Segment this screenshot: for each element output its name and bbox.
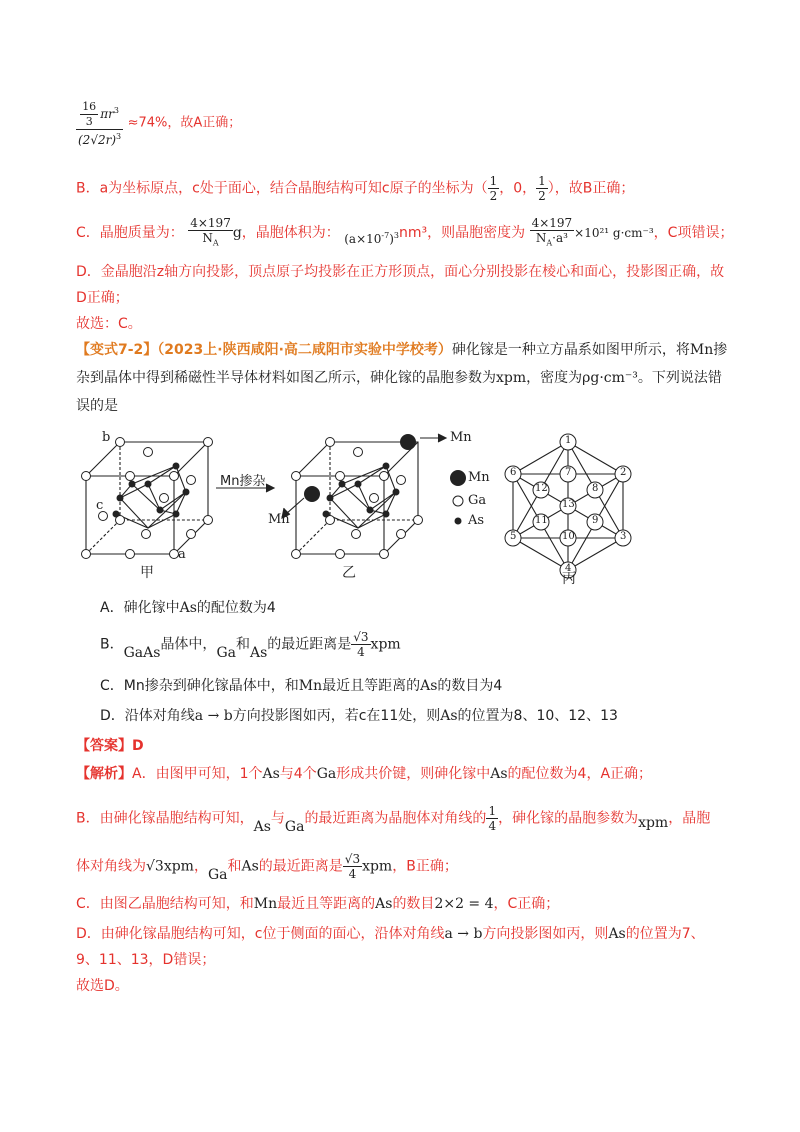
question-tag: 【变式7-2】 — [76, 342, 158, 358]
analysis-c-mid2: 的数目 — [392, 896, 435, 912]
question-source: （2023上·陕西咸阳·高二咸阳市实验中学校考） — [157, 342, 452, 358]
option-b-mid: 晶体中， — [160, 636, 217, 653]
option-c-mid: 最近且等距离的 — [322, 678, 421, 694]
analysis-b-1 — [76, 804, 710, 833]
hex-num: 5 — [510, 531, 517, 542]
hex-num: 8 — [592, 483, 599, 494]
density-den: N — [535, 231, 547, 245]
analysis-c-mid: 最近且等距离的 — [277, 896, 376, 912]
arrow-label: Mn掺杂 — [220, 474, 266, 489]
option-d-mid: 方向投影图如丙，若c在11处，则 — [232, 708, 441, 724]
analysis-b-ga: Ga — [284, 818, 305, 835]
analysis-a-as: As — [262, 766, 280, 782]
formula-num-a: 16 — [82, 100, 97, 113]
question-xpm: xpm — [496, 370, 527, 386]
caption-yi: 乙 — [342, 565, 356, 581]
vol-unit: nm³ — [399, 225, 428, 242]
analysis-b2-ga: Ga — [207, 866, 228, 883]
analysis-b-frac-den: 4 — [488, 819, 497, 833]
option-a — [100, 598, 276, 618]
analysis-b2-he: 和 — [227, 858, 242, 875]
question-mn: Mn — [689, 342, 714, 358]
analysis-d-mid: 方向投影图如丙，则 — [482, 926, 609, 942]
analysis-b2-end: ，B正确； — [392, 858, 458, 875]
hex-num: 12 — [535, 483, 548, 494]
label-c: c — [96, 498, 104, 513]
line-d-2: D正确； — [76, 290, 129, 306]
option-b-frac-num: √3 — [353, 630, 369, 644]
option-b-gaas: GaAs — [123, 644, 161, 661]
hex-num: 1 — [565, 435, 572, 446]
analysis-c-eq: 2×2 = 4 — [434, 896, 494, 912]
option-d-text: D．沿体对角线 — [100, 708, 195, 724]
option-c-end: 的数目为4 — [437, 678, 503, 694]
analysis-b-frac-num: 1 — [488, 804, 497, 818]
line-b-text: B．a为坐标原点，c处于面心，结合晶胞结构可知c原子的坐标为（ — [76, 180, 488, 197]
analysis-b2-as: As — [241, 858, 259, 875]
hex-num: 10 — [562, 531, 575, 542]
option-a-as: As — [179, 600, 197, 616]
mass-unit: g — [232, 225, 242, 242]
analysis-a-as2: As — [490, 766, 508, 782]
option-b-ga: Ga — [216, 644, 236, 661]
option-b-he: 和 — [235, 636, 250, 653]
analysis-a-ga: Ga — [316, 766, 337, 782]
option-c-as: As — [420, 678, 438, 694]
analysis-c-end: ，C正确； — [493, 896, 560, 912]
line-b-end: ），故B正确； — [547, 180, 635, 197]
hex-num: 9 — [592, 515, 599, 526]
answer-line — [76, 736, 144, 756]
density-den-sub: A — [546, 238, 553, 248]
answer-tag: 【答案】 — [76, 738, 132, 754]
hex-num: 6 — [510, 467, 517, 478]
line-d-1: D．金晶胞沿z轴方向投影，顶点原子均投影在正方形顶点，面心分别投影在棱心和面心，投影图正确，故 — [76, 264, 725, 280]
question-line-3: 误的是 — [76, 398, 118, 414]
answer-value: D — [132, 738, 144, 754]
analysis-d-2: 9、11、13，D错误； — [76, 952, 216, 968]
analysis-b2-val: √3xpm — [146, 858, 194, 875]
analysis-b2-mid: 的最近距离是 — [258, 858, 343, 875]
option-a-end: 的配位数为4 — [196, 600, 276, 616]
analysis-b-xpm: xpm — [638, 814, 669, 831]
option-c — [100, 676, 502, 696]
mass-den-sub: A — [212, 238, 219, 248]
label-b: b — [102, 430, 111, 445]
question-text-1b: 掺 — [713, 342, 728, 358]
formula-den: (2√2r) — [78, 133, 117, 147]
option-d-end: 的位置为8、10、12、13 — [457, 708, 618, 724]
analysis-a — [76, 764, 652, 784]
mn-label-2: Mn — [268, 512, 290, 527]
analysis-a-text: A．由图甲可知，1个 — [132, 766, 263, 782]
analysis-d-1 — [76, 924, 705, 944]
option-b-as: As — [249, 644, 268, 661]
analysis-choose: 故选D。 — [76, 978, 129, 994]
analysis-c — [76, 894, 559, 914]
analysis-a-end: 的配位数为4，A正确； — [507, 766, 653, 782]
option-b-text: B． — [100, 636, 124, 653]
line-choose: 故选：C。 — [76, 316, 142, 332]
mass-num: 4×197 — [190, 216, 231, 230]
option-a-text: A．砷化镓中 — [100, 600, 180, 616]
legend-as: As — [468, 513, 485, 528]
analysis-b2-xpm: xpm — [362, 858, 393, 875]
analysis-d-end: 的位置为7、 — [625, 926, 705, 942]
analysis-c-as: As — [375, 896, 393, 912]
mass-den: N — [202, 231, 213, 245]
option-d-ab: a → b — [194, 708, 233, 724]
question-text-2c: 。下列说法错 — [637, 370, 722, 386]
option-b — [100, 630, 401, 659]
analysis-b2-frac-num: √3 — [344, 852, 361, 866]
analysis-b-as: As — [253, 818, 271, 835]
formula-suffix: ≈74%，故A正确； — [127, 115, 242, 131]
analysis-a-mid2: 形成共价键，则砷化镓中 — [336, 766, 491, 782]
analysis-b-mid: 的最近距离为晶胞体对角线的 — [304, 810, 487, 827]
question-text-2b: ，密度为 — [526, 370, 583, 386]
line-c-pre: C．晶胞质量为： — [76, 225, 184, 242]
question-text-2: 杂到晶体中得到稀磁性半导体材料如图乙所示，砷化镓的晶胞参数为 — [76, 370, 496, 386]
option-c-mn: Mn — [298, 678, 323, 694]
formula-num-b: 3 — [85, 115, 93, 128]
option-b-frac-den: 4 — [357, 645, 365, 659]
analysis-b-mid2: ，砷化镓的晶胞参数为 — [498, 810, 639, 827]
label-a: a — [178, 547, 186, 562]
line-c-mid: ，晶胞体积为： — [241, 225, 340, 242]
caption-jia: 甲 — [140, 565, 154, 581]
analysis-b-yu: 与 — [270, 810, 285, 827]
vol-exp1: -7 — [381, 231, 390, 241]
option-b-end: xpm — [370, 636, 401, 653]
analysis-b2-text: 体对角线为 — [76, 858, 146, 875]
analysis-d-as: As — [608, 926, 626, 942]
caption-bing: 丙 — [562, 571, 576, 587]
analysis-b2-comma: ， — [193, 858, 208, 875]
question-rho: ρg·cm⁻³ — [582, 370, 638, 386]
hex-num: 3 — [620, 531, 627, 542]
line-b: B．a为坐标原点，c处于面心，结合晶胞结构可知c原子的坐标为（ $\frac{1}{2}$ ，0， $\frac{1}{2}$ ），故B正确； — [76, 174, 635, 203]
density-tail: ×10²¹ g·cm⁻³ — [574, 226, 654, 241]
option-d-as: As — [440, 708, 458, 724]
option-b-mid2: 的最近距离是 — [267, 636, 352, 653]
hex-num: 13 — [562, 499, 575, 510]
formula-num-c: πr — [100, 107, 114, 121]
analysis-a-mid: 与4个 — [279, 766, 317, 782]
density-den-tail: ·a³ — [552, 231, 568, 245]
formula-den-exp: 3 — [116, 132, 122, 141]
question-text-1: 砷化镓是一种立方晶系如图甲所示，将 — [451, 342, 690, 358]
option-c-text: C．Mn掺杂到砷化镓晶体中，和 — [100, 678, 299, 694]
hex-num: 11 — [535, 515, 548, 526]
formula-num-exp: 3 — [113, 106, 119, 115]
analysis-c-mn: Mn — [253, 896, 278, 912]
vol-exp2: 3 — [393, 231, 399, 241]
legend-ga: Ga — [468, 493, 487, 508]
hex-num: 7 — [565, 467, 572, 478]
line-b-mid: ，0， — [499, 180, 537, 197]
analysis-b2-frac-den: 4 — [348, 867, 357, 881]
hex-num: 2 — [620, 467, 627, 478]
line-c-mid2: ，则晶胞密度为 — [427, 225, 526, 242]
mn-label-1: Mn — [450, 430, 472, 445]
legend-mn: Mn — [468, 470, 490, 485]
vol-close: ) — [389, 232, 394, 247]
analysis-d-ab: a → b — [444, 926, 483, 942]
vol-base: (a×10 — [344, 232, 382, 247]
analysis-b-end: ，晶胞 — [668, 810, 711, 827]
analysis-d-text: D．由砷化镓晶胞结构可知，c位于侧面的面心，沿体对角线 — [76, 926, 445, 942]
analysis-tag: 【解析】 — [76, 766, 132, 782]
analysis-c-text: C．由图乙晶胞结构可知，和 — [76, 896, 254, 912]
analysis-b-text: B．由砷化镓晶胞结构可知， — [76, 810, 254, 827]
density-num: 4×197 — [531, 216, 573, 230]
option-d — [100, 706, 618, 726]
hex-num: 4 — [565, 563, 572, 574]
analysis-b-2 — [76, 852, 458, 881]
line-c-end: ，C项错误； — [653, 225, 734, 242]
